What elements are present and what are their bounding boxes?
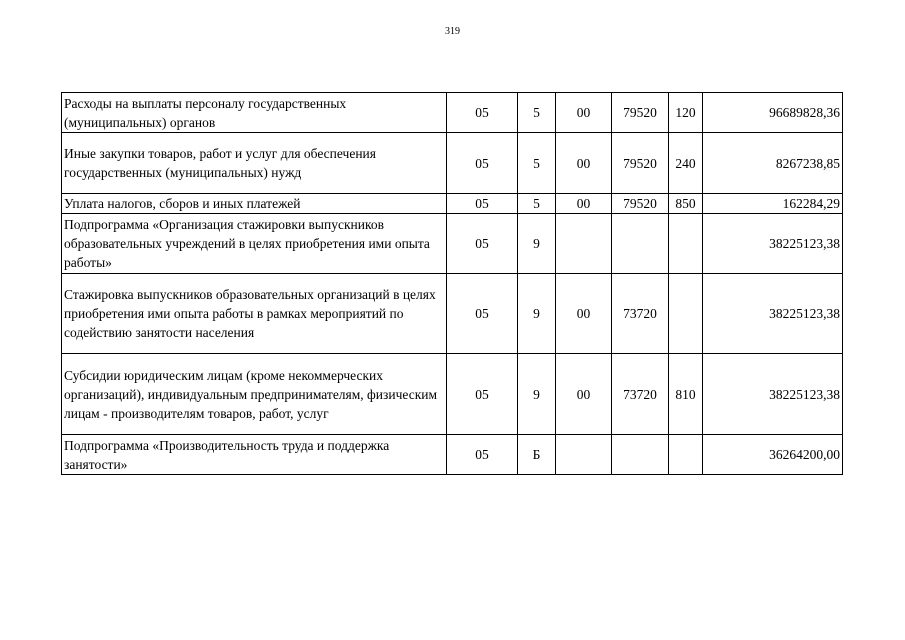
direction-code-cell: 79520 [612,133,669,194]
subprogram-code-cell: 00 [556,274,612,354]
sum-cell: 8267238,85 [703,133,843,194]
program-code-cell: 5 [518,194,556,214]
direction-code-cell [612,435,669,475]
section-code-cell: 05 [447,93,518,133]
section-code-cell: 05 [447,435,518,475]
expense-type-cell [669,435,703,475]
program-code-cell: 9 [518,214,556,274]
page-number: 319 [445,26,460,37]
expense-type-cell: 850 [669,194,703,214]
subprogram-code-cell: 00 [556,133,612,194]
expense-type-cell [669,274,703,354]
subprogram-code-cell: 00 [556,354,612,435]
program-code-cell: 5 [518,133,556,194]
row-name-cell: Расходы на выплаты персоналу государственных (муниципальных) органов [62,93,447,133]
budget-table [61,92,843,475]
sum-cell: 38225123,38 [703,214,843,274]
subprogram-code-cell: 00 [556,93,612,133]
subprogram-code-cell [556,214,612,274]
row-name-cell: Подпрограмма «Организация стажировки выпускников образовательных учреждений в целях приобретения ими опыта работы» [62,214,447,274]
table-row [62,214,843,274]
table-row [62,354,843,435]
row-name-cell: Субсидии юридическим лицам (кроме некоммерческих организаций), индивидуальным предпринимателям, физическим лицам - производителям товаров, работ, услуг [62,354,447,435]
subprogram-code-cell [556,435,612,475]
program-code-cell: 9 [518,274,556,354]
table-row [62,194,843,214]
subprogram-code-cell: 00 [556,194,612,214]
expense-type-cell: 810 [669,354,703,435]
direction-code-cell: 73720 [612,274,669,354]
direction-code-cell: 73720 [612,354,669,435]
table-row [62,274,843,354]
row-name-cell: Уплата налогов, сборов и иных платежей [62,194,447,214]
expense-type-cell: 120 [669,93,703,133]
row-name-cell: Стажировка выпускников образовательных организаций в целях приобретения ими опыта работы в рамках мероприятий по содействию занятости населения [62,274,447,354]
program-code-cell: 9 [518,354,556,435]
table-row [62,133,843,194]
section-code-cell: 05 [447,354,518,435]
table-row [62,435,843,475]
sum-cell: 96689828,36 [703,93,843,133]
row-name-cell: Иные закупки товаров, работ и услуг для обеспечения государственных (муниципальных) нужд [62,133,447,194]
direction-code-cell: 79520 [612,194,669,214]
section-code-cell: 05 [447,194,518,214]
expense-type-cell [669,214,703,274]
section-code-cell: 05 [447,133,518,194]
sum-cell: 38225123,38 [703,274,843,354]
sum-cell: 162284,29 [703,194,843,214]
row-name-cell: Подпрограмма «Производительность труда и поддержка занятости» [62,435,447,475]
direction-code-cell [612,214,669,274]
program-code-cell: Б [518,435,556,475]
section-code-cell: 05 [447,274,518,354]
sum-cell: 36264200,00 [703,435,843,475]
program-code-cell: 5 [518,93,556,133]
section-code-cell: 05 [447,214,518,274]
expense-type-cell: 240 [669,133,703,194]
sum-cell: 38225123,38 [703,354,843,435]
direction-code-cell: 79520 [612,93,669,133]
table-row [62,93,843,133]
